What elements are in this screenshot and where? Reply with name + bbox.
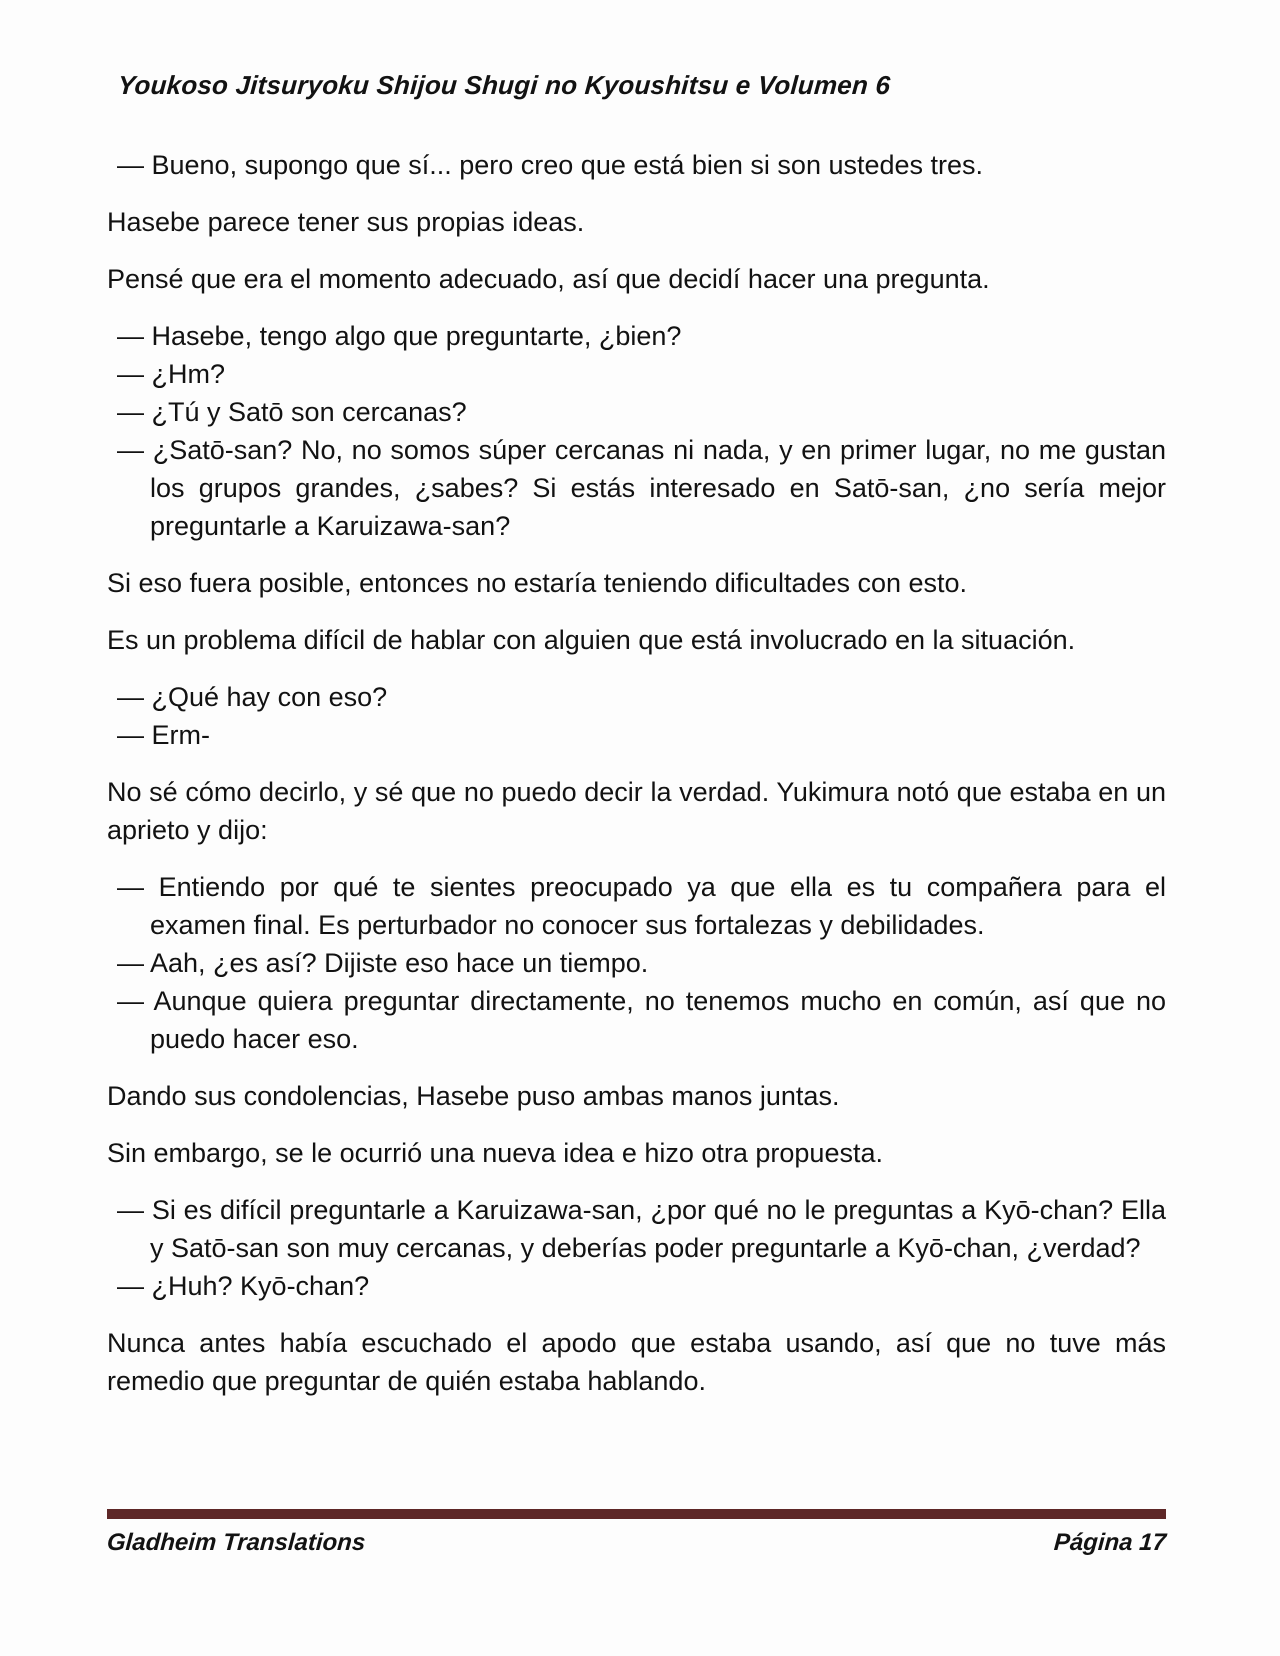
header-title: Youkoso Jitsuryoku Shijou Shugi no Kyoushitsu e Volumen 6 [117,70,892,100]
dialogue-line: — ¿Satō-san? No, no somos súper cercanas ni nada, y en primer lugar, no me gustan los grupos grandes, ¿sabes? Si estás interesado en Satō-san, ¿no sería mejor preguntarle a Karuizawa-san? [117,435,1166,541]
narration-paragraph: Hasebe parece tener sus propias ideas. [107,207,585,237]
footer-page-number: Página 17 [1053,1529,1167,1556]
page-header [0,0,1280,100]
page-footer [107,1509,1166,1558]
footer-translator-credit: Gladheim Translations [106,1529,367,1556]
narration-paragraph: Nunca antes había escuchado el apodo que estaba usando, así que no tuve más remedio que preguntar de quién estaba hablando. [107,1328,1166,1396]
dialogue-line: — Aunque quiera preguntar directamente, no tenemos mucho en común, así que no puedo hacer eso. [117,986,1166,1054]
dialogue-line: — ¿Tú y Satō son cercanas? [117,397,467,427]
dialogue-line: — Si es difícil preguntarle a Karuizawa-san, ¿por qué no le preguntas a Kyō-chan? Ella y Satō-san son muy cercanas, y deberías poder preguntarle a Kyō-chan, ¿verdad? [117,1195,1166,1263]
document-body [0,146,1280,1400]
narration-paragraph: Es un problema difícil de hablar con alguien que está involucrado en la situación. [107,625,1076,655]
dialogue-line: — Entiendo por qué te sientes preocupado ya que ella es tu compañera para el examen final. Es perturbador no conocer sus fortalezas y debilidades. [117,872,1166,940]
dialogue-line: — ¿Qué hay con eso? [117,682,388,712]
dialogue-line: — Aah, ¿es así? Dijiste eso hace un tiempo. [117,948,649,978]
dialogue-line: — Bueno, supongo que sí... pero creo que está bien si son ustedes tres. [117,150,984,180]
dialogue-line: — Erm- [117,720,210,750]
narration-paragraph: No sé cómo decirlo, y sé que no puedo decir la verdad. Yukimura notó que estaba en un aprieto y dijo: [107,777,1166,845]
dialogue-line: — ¿Huh? Kyō-chan? [117,1271,370,1301]
footer-rule [107,1509,1166,1519]
dialogue-line: — ¿Hm? [117,359,225,389]
narration-paragraph: Si eso fuera posible, entonces no estaría teniendo dificultades con esto. [107,568,968,598]
dialogue-line: — Hasebe, tengo algo que preguntarte, ¿bien? [117,321,682,351]
narration-paragraph: Sin embargo, se le ocurrió una nueva idea e hizo otra propuesta. [107,1138,883,1168]
narration-paragraph: Pensé que era el momento adecuado, así que decidí hacer una pregunta. [107,264,990,294]
narration-paragraph: Dando sus condolencias, Hasebe puso ambas manos juntas. [107,1081,840,1111]
footer-text-row [106,1528,1167,1558]
